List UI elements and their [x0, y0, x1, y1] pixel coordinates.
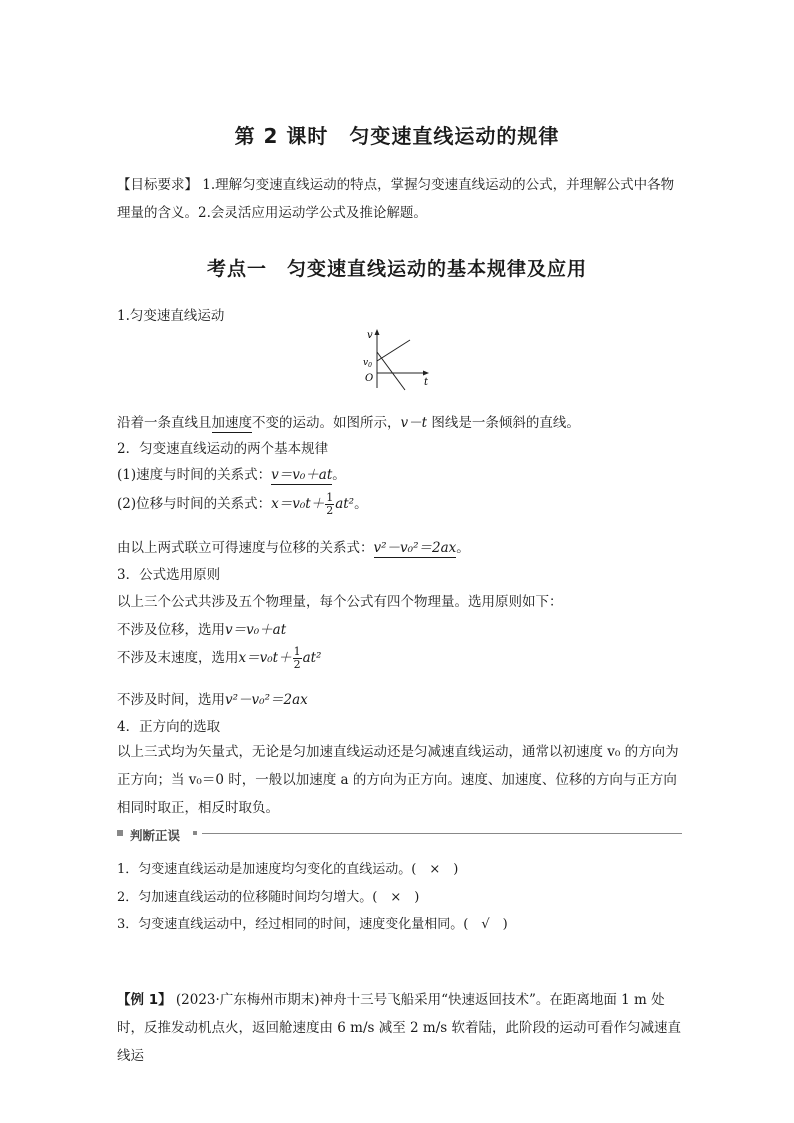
- s2-displacement-formula: (2)位移与时间的关系式：x＝v₀t＋ $\frac{1}{2}$ at²。: [117, 491, 368, 517]
- s2-velocity-displacement-formula: 由以上两式联立可得速度与位移的关系式：v²－v₀²＝2ax。: [117, 540, 470, 556]
- decreasing-line: [377, 352, 405, 390]
- v-axis-label: v: [367, 330, 373, 341]
- goals-text: 1.理解匀变速直线运动的特点，掌握匀变速直线运动的公式，并理解公式中各物理量的含义。2.会灵活应用运动学公式及推论解题。: [117, 177, 675, 221]
- goals-tag: 【目标要求】: [117, 177, 198, 193]
- judge-label: 判断正误: [130, 828, 181, 843]
- judge-item: 3．匀变速直线运动中，经过相同的时间，速度变化量相同。( √ ): [117, 917, 508, 932]
- origin-label: O: [365, 373, 374, 384]
- s4-heading: 4．正方向的选取: [117, 719, 221, 735]
- s1-heading: 1.匀变速直线运动: [117, 308, 225, 324]
- example-text: (2023·广东梅州市期末)神舟十三号飞船采用“快速返回技术”。在距离地面 1 m 处时，反推发动机点火，返回舱速度由 6 m/s 减至 2 m/s 软着陆，此阶段的运动可看作匀减速直线运: [117, 992, 681, 1064]
- judge-item: 2．匀加速直线运动的位移随时间均匀增大。( × ): [117, 890, 420, 905]
- section-title: 考点一 匀变速直线运动的基本规律及应用: [206, 258, 587, 280]
- page-title: 第 2 课时 匀变速直线运动的规律: [234, 124, 560, 148]
- s3-rule-2: 不涉及末速度，选用x＝v₀t＋ $\frac{1}{2}$ at²: [117, 645, 322, 671]
- square-bullet-small-icon: [193, 831, 197, 835]
- s3-rule-3: 不涉及时间，选用v²－v₀²＝2ax: [117, 692, 308, 708]
- s2-heading: 2．匀变速直线运动的两个基本规律: [117, 441, 329, 457]
- t-axis-label: t: [424, 377, 429, 388]
- square-bullet-icon: [117, 830, 123, 836]
- example-tag: 【例 1】: [117, 992, 172, 1008]
- judge-section-bar: [117, 826, 682, 842]
- v0-label: $v_0$: [363, 358, 372, 369]
- learning-goals: [117, 171, 682, 227]
- increasing-line: [377, 340, 410, 361]
- judge-item: 1．匀变速直线运动是加速度均匀变化的直线运动。( × ): [117, 862, 459, 877]
- s2-velocity-formula: (1)速度与时间的关系式：v＝v₀＋at。: [117, 467, 346, 483]
- t-axis-arrow: [423, 371, 429, 376]
- divider-line: [202, 833, 682, 834]
- v-axis-arrow: [375, 329, 380, 335]
- s3-intro: 以上三个公式共涉及五个物理量，每个公式有四个物理量。选用原则如下：: [117, 594, 563, 610]
- example-1: [117, 986, 682, 1070]
- s1-description: 沿着一条直线且加速度不变的运动。如图所示，v－t 图线是一条倾斜的直线。: [117, 415, 580, 431]
- s3-rule-1: 不涉及位移，选用v＝v₀＋at: [117, 622, 287, 638]
- vt-graph: [360, 326, 440, 392]
- s3-heading: 3．公式选用原则: [117, 567, 221, 583]
- s4-text: 以上三式均为矢量式，无论是匀加速直线运动还是匀减速直线运动，通常以初速度 v₀ 的方向为正方向；当 v₀＝0 时，一般以加速度 a 的方向为正方向。速度、加速度、位移的方向与正方向相同时取正，相反时取负。: [117, 744, 679, 816]
